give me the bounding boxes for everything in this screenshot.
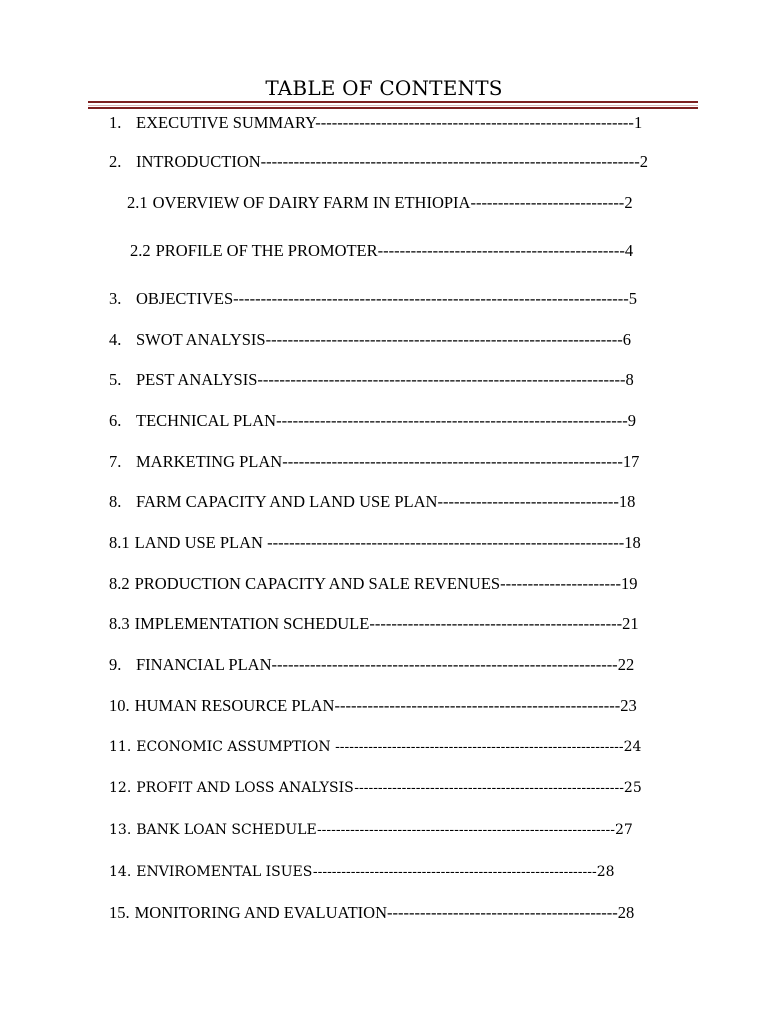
toc-entry-label: SWOT ANALYSIS [136, 330, 266, 349]
toc-entry-label: PROFIT AND LOSS ANALYSIS [136, 780, 355, 796]
toc-entry-label: OVERVIEW OF DAIRY FARM IN ETHIOPIA [152, 193, 471, 212]
toc-entry-leader: ----------------------------------------------------------------- [265, 330, 623, 349]
toc-entry-leader: ---------------------- [500, 574, 621, 593]
toc-entry-profit-loss-analysis[interactable] [109, 778, 642, 798]
toc-entry-financial-plan[interactable] [109, 655, 634, 675]
toc-entry-bank-loan-schedule[interactable] [109, 820, 633, 840]
toc-entry-leader: --------------------------------------------------------- [354, 780, 624, 796]
toc-entry-number: 2.2 [130, 241, 151, 260]
toc-entry-economic-assumption[interactable] [109, 737, 641, 757]
toc-entry-page: 2 [639, 152, 649, 171]
toc-entry-number: 8.3 [109, 614, 130, 633]
toc-entry-page: 6 [622, 330, 632, 349]
toc-entry-label: PRODUCTION CAPACITY AND SALE REVENUES [134, 574, 501, 593]
toc-entry-number: 8. [109, 492, 122, 511]
toc-entry-label: IMPLEMENTATION SCHEDULE [134, 614, 370, 633]
toc-entry-number: 10. [109, 696, 130, 715]
toc-entry-swot-analysis[interactable] [109, 330, 631, 350]
toc-entry-page: 9 [627, 411, 636, 430]
toc-entry-label: FARM CAPACITY AND LAND USE PLAN [136, 492, 438, 511]
toc-entry-label: LAND USE PLAN [134, 533, 268, 552]
toc-entry-number: 2. [109, 152, 122, 171]
title-rule-upper [88, 101, 698, 103]
page-title: TABLE OF CONTENTS [265, 76, 503, 100]
toc-entry-leader: ---------------------------------------------- [369, 614, 623, 633]
toc-entry-leader: ------------------------------------------ [387, 903, 618, 922]
toc-entry-number: 1. [109, 113, 122, 132]
toc-entry-label: PROFILE OF THE PROMOTER [155, 241, 378, 260]
toc-entry-leader: ------------------------------------------------------------ [312, 864, 597, 880]
toc-entry-number: 5. [109, 370, 122, 389]
toc-entry-label: HUMAN RESOURCE PLAN [134, 696, 335, 715]
toc-entry-number: 8.1 [109, 533, 130, 552]
toc-entry-leader: ---------------------------------------------------------------- [276, 411, 628, 430]
toc-entry-label: TECHNICAL PLAN [136, 411, 277, 430]
toc-entry-label: MONITORING AND EVALUATION [134, 903, 388, 922]
toc-entry-page: 4 [624, 241, 634, 260]
toc-entry-page: 21 [622, 614, 639, 633]
toc-entry-introduction[interactable] [109, 152, 648, 172]
toc-entry-label: ENVIROMENTAL ISUES [136, 864, 313, 880]
toc-entry-technical-plan[interactable] [109, 411, 636, 431]
toc-entry-number: 8.2 [109, 574, 130, 593]
toc-entry-page: 28 [596, 864, 615, 880]
toc-entry-label: PEST ANALYSIS [136, 370, 258, 389]
toc-entry-objectives[interactable] [109, 289, 637, 309]
toc-entry-leader: --------------------------------------------------------------- [271, 655, 618, 674]
toc-entry-leader: ---------------------------------------------------- [334, 696, 621, 715]
toc-entry-leader: ------------------------------------------------------------------------ [233, 289, 629, 308]
toc-entry-land-use-plan[interactable] [109, 533, 641, 553]
toc-entry-page: 25 [623, 780, 642, 796]
toc-entry-monitoring-evaluation[interactable] [109, 903, 634, 923]
toc-entry-label: INTRODUCTION [136, 152, 261, 171]
toc-entry-leader: --------------------------------------------------------------------- [260, 152, 640, 171]
toc-entry-page: 1 [633, 113, 643, 132]
toc-entry-implementation-schedule[interactable] [109, 614, 639, 634]
toc-entry-label: ECONOMIC ASSUMPTION [136, 739, 336, 755]
toc-entry-page: 24 [623, 739, 642, 755]
toc-entry-executive-summary[interactable] [109, 113, 642, 133]
toc-entry-pest-analysis[interactable] [109, 370, 634, 390]
toc-entry-number: 7. [109, 452, 122, 471]
title-rule-middle [88, 105, 698, 106]
toc-entry-number: 3. [109, 289, 122, 308]
toc-entry-label: FINANCIAL PLAN [136, 655, 272, 674]
toc-entry-profile-promoter[interactable] [130, 241, 633, 261]
toc-entry-number: 2.1 [127, 193, 148, 212]
toc-entry-number: 9. [109, 655, 122, 674]
toc-entry-leader: ---------------------------------------------------------- [315, 113, 634, 132]
toc-entry-page: 8 [625, 370, 634, 389]
toc-entry-leader: ----------------------------------------------------------------- [267, 533, 625, 552]
toc-entry-leader: ------------------------------------------------------------------- [257, 370, 626, 389]
title-rule-lower [88, 107, 698, 109]
toc-entry-leader: --------------------------------- [437, 492, 619, 511]
toc-entry-page: 27 [614, 822, 633, 838]
toc-entry-number: 11. [109, 739, 132, 755]
toc-entry-marketing-plan[interactable] [109, 452, 639, 472]
toc-entry-leader: ------------------------------------------------------------- [335, 739, 624, 755]
toc-entry-label: BANK LOAN SCHEDULE [136, 822, 317, 838]
toc-entry-page: 5 [628, 289, 638, 308]
toc-entry-page: 17 [622, 452, 640, 471]
toc-entry-farm-capacity[interactable] [109, 492, 635, 512]
toc-entry-number: 4. [109, 330, 122, 349]
toc-entry-label: OBJECTIVES [136, 289, 234, 308]
toc-entry-leader: ---------------------------- [470, 193, 625, 212]
toc-entry-label: EXECUTIVE SUMMARY [136, 113, 316, 132]
toc-entry-page: 18 [618, 492, 636, 511]
toc-entry-page: 22 [617, 655, 635, 674]
toc-entry-leader: --------------------------------------------- [377, 241, 625, 260]
toc-entry-page: 18 [624, 533, 641, 552]
toc-entry-overview-dairy-farm[interactable] [127, 193, 633, 213]
toc-entry-label: MARKETING PLAN [136, 452, 283, 471]
toc-entry-number: 13. [109, 822, 132, 838]
toc-entry-number: 6. [109, 411, 122, 430]
toc-entry-number: 15. [109, 903, 130, 922]
toc-entry-page: 23 [620, 696, 637, 715]
toc-entry-page: 19 [621, 574, 638, 593]
toc-entry-number: 12. [109, 780, 132, 796]
toc-entry-leader: -------------------------------------------------------------- [282, 452, 623, 471]
toc-entry-page: 28 [617, 903, 635, 922]
toc-entry-number: 14. [109, 864, 132, 880]
toc-entry-leader: --------------------------------------------------------------- [316, 822, 615, 838]
toc-entry-human-resource-plan[interactable] [109, 696, 637, 716]
toc-entry-environmental-issues[interactable] [109, 862, 615, 882]
toc-entry-page: 2 [624, 193, 633, 212]
toc-entry-production-capacity[interactable] [109, 574, 638, 594]
